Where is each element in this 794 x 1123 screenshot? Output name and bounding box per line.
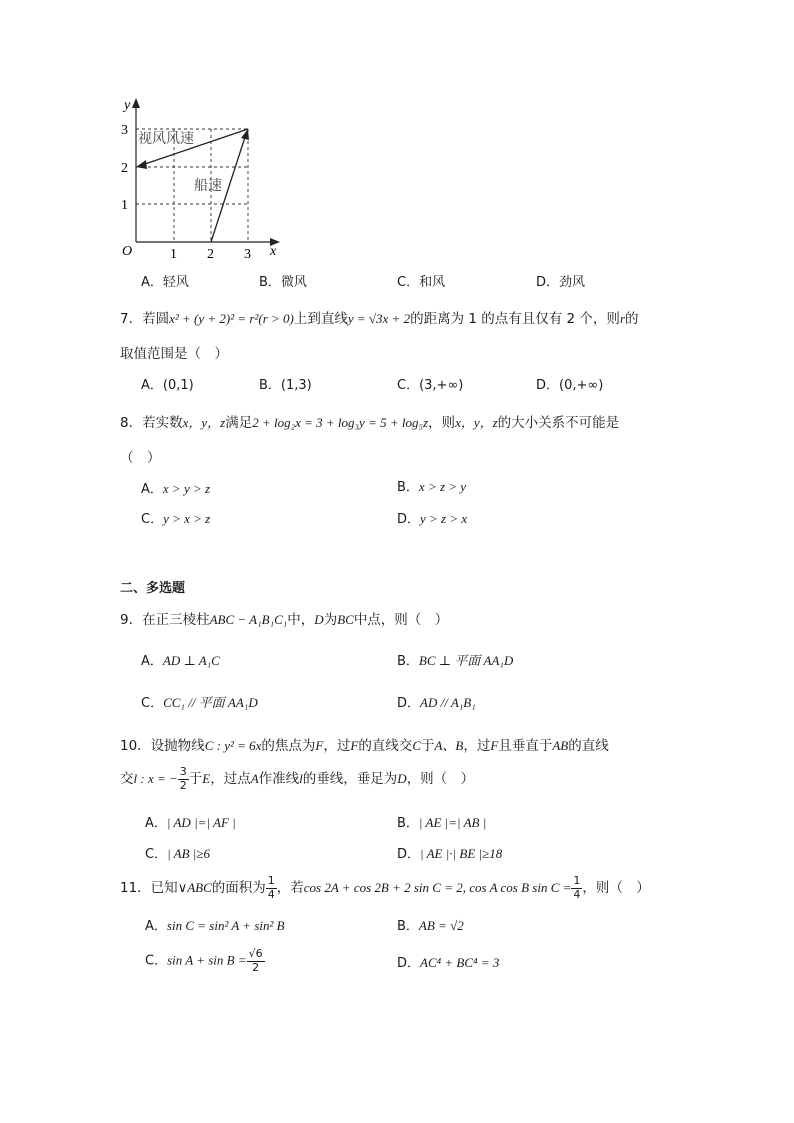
q11-option-d-text: AC⁴ + BC⁴ = 3 [420,955,500,970]
y-tick-3: 3 [121,123,128,138]
q8-stem [120,411,619,431]
q6-option-c: C．和风 [397,275,446,290]
q10-option-c [145,843,210,862]
q8-stem-1: 8．若实数 [120,415,183,431]
q8-option-a [141,478,210,497]
q10-option-a-text: | AD |=| AF | [166,815,236,830]
q11-cond-denominator: 4 [573,887,581,901]
q11-stem-4: ，则（ ） [582,880,650,897]
q11-stem-2: 的面积为 [211,880,266,897]
q10-point-e: E [202,771,211,787]
x-tick-2: 2 [207,247,214,260]
q11-option-d [397,952,499,971]
q10-focus-f-2: F [350,738,359,753]
q8-option-c [141,508,210,527]
apparent-wind-arrowhead [136,160,147,169]
x-tick-3: 3 [244,247,251,260]
q9-option-b-label: B． [397,654,419,669]
q7-line-equation: y = √3x + 2 [347,311,411,326]
q11-area-denominator: 4 [267,887,275,901]
q10-option-c-label: C． [145,847,168,862]
q10-option-b-label: B． [397,816,419,831]
q10-stem-line2 [120,766,474,792]
q11-condition-fraction [571,875,582,901]
q10-segment-ab: AB [552,738,569,753]
q7-var-r: r [619,311,625,326]
section-title-multiple-choice: 二、多选题 [120,581,186,596]
q11-option-c [145,948,265,974]
q9-prism: ABC − A₁B₁C₁ [209,612,288,627]
q10-stem-3: ，过 [323,738,351,754]
q7-stem-2: 上到直线 [293,311,348,327]
q10-stem-7: 且垂直于 [498,738,553,754]
q9-stem [120,608,448,628]
q10-stem-1: 10．设抛物线 [120,738,205,754]
q7-option-a: A．(0,1) [141,378,194,393]
q10-option-d-text: | AE |·| BE |≥18 [420,846,503,861]
q9-stem-4: 中点，则（ ） [353,612,449,628]
q11-area-fraction [266,875,277,901]
q10-line2-4: 作准线 [258,771,300,788]
q9-option-c [141,692,258,711]
q10-curve-c: C [412,738,421,753]
q10-stem-4: 的直线交 [358,738,413,754]
q8-option-a-label: A． [141,482,163,497]
q10-points-ab: A、B [434,738,464,753]
q8-option-d [397,508,467,527]
q7-stem [120,307,639,327]
y-tick-2: 2 [121,161,128,176]
q10-frac-denominator: 2 [179,778,187,792]
q10-stem-5: 于 [420,738,435,754]
q10-focus-f-3: F [490,738,499,753]
q10-line2-2: 于 [188,771,203,788]
q11-option-b [397,915,464,934]
q10-point-d: D [397,771,407,787]
q8-option-b-label: B． [397,480,419,495]
q8-option-b [397,476,466,495]
q10-option-a-label: A． [145,816,167,831]
ship-speed-label: 船速 [194,178,222,194]
q8-option-d-label: D． [397,512,421,527]
q11-option-c-text: sin A + sin B = [167,952,247,968]
q9-option-a-label: A． [141,654,163,669]
q11-option-d-label: D． [397,956,421,971]
q9-option-b [397,650,513,669]
q10-option-d-label: D． [397,847,421,862]
q9-option-d-text: AD // A₁B₁ [420,695,476,710]
q11-option-c-numerator: √6 [248,947,263,960]
q10-line2-1: 交 [120,771,134,788]
x-tick-1: 1 [170,247,177,260]
q11-option-c-denominator: 2 [252,960,260,974]
q10-stem-6: ，过 [463,738,491,754]
y-tick-1: 1 [121,198,128,213]
q10-option-b-text: | AE |=| AB | [418,815,487,830]
q9-option-c-label: C． [141,696,164,711]
q11-option-a-label: A． [145,919,167,934]
x-axis-label: x [270,244,277,259]
q8-option-c-text: y > x > z [163,511,211,526]
q7-option-d: D．(0,+∞) [536,378,604,393]
wind-vector-figure [110,92,290,260]
q9-option-a [141,650,220,669]
q8-stem-line2: （ ） [120,450,161,466]
q8-vars: x，y，z [182,415,226,430]
q9-option-c-text: CC₁ // 平面 AA₁D [163,695,258,710]
q10-stem-2: 的焦点为 [261,738,316,754]
q10-focus-f-1: F [315,738,324,753]
q6-option-d: D．劲风 [536,275,586,290]
q10-line-l: l [299,771,303,787]
q11-option-c-label: C． [145,953,168,969]
apparent-wind-label: 视风风速 [138,131,194,147]
q10-line2-5: 的垂线，垂足为 [302,771,398,788]
q9-stem-1: 9．在正三棱柱 [120,612,210,628]
q11-option-a-text: sin C = sin² A + sin² B [166,918,285,933]
q7-stem-line2: 取值范围是（ ） [120,346,228,362]
q8-stem-4: 的大小关系不可能是 [497,415,620,431]
q11-cond-numerator: 1 [573,874,581,887]
q7-option-b: B．(1,3) [259,378,312,393]
q9-option-d [397,692,476,711]
origin-label: O [122,244,133,259]
q10-directrix-fraction [178,766,189,792]
q11-condition: cos 2A + cos 2B + 2 sin C = 2, cos A cos B sin C = [303,880,572,896]
q9-stem-3: 为 [323,612,338,628]
q10-point-a: A [250,771,259,787]
q9-point-d: D [314,612,324,627]
q11-option-b-text: AB = √2 [418,918,464,933]
q6-option-a: A．轻风 [141,275,189,290]
q11-triangle: ∨ABC [177,880,212,896]
q8-option-b-text: x > z > y [418,479,467,494]
q10-stem [120,734,609,754]
q7-option-c: C．(3,+∞) [397,378,464,393]
q11-option-b-label: B． [397,919,419,934]
q7-stem-1: 7．若圆 [120,311,170,327]
q8-option-d-text: y > z > x [420,511,468,526]
q7-stem-3: 的距离为 1 的点有且仅有 2 个，则 [410,311,620,327]
q11-area-numerator: 1 [267,874,275,887]
q6-option-b: B．微风 [259,275,307,290]
q7-stem-4: 的 [625,311,639,327]
q8-condition: 2 + log₂x = 3 + log₃y = 5 + log₅z [252,415,429,430]
q10-option-b [397,812,486,831]
q7-circle-equation: x² + (y + 2)² = r²(r > 0) [169,311,294,326]
q10-directrix: l : x = − [133,771,178,787]
q10-parabola: C : y² = 6x [204,738,262,753]
q9-stem-2: 中， [287,612,315,628]
q10-option-c-text: | AB |≥6 [167,846,211,861]
q11-stem [120,875,650,901]
q8-vars-2: x，y，z [455,415,498,430]
y-axis-arrow [132,98,140,108]
q9-segment-bc: BC [337,612,354,627]
q11-option-c-fraction [247,948,265,974]
q8-stem-3: ，则 [428,415,456,431]
q10-line2-3: ，过点 [210,771,251,788]
q11-stem-1: 11．已知 [120,880,178,897]
q9-option-d-label: D． [397,696,421,711]
q11-option-a [145,915,285,934]
q10-stem-8: 的直线 [568,738,609,754]
q9-option-b-text: BC ⊥ 平面 AA₁D [418,653,514,668]
q8-option-a-text: x > y > z [162,481,211,496]
q10-frac-numerator: 3 [179,765,187,778]
q8-option-c-label: C． [141,512,164,527]
q10-option-a [145,812,236,831]
q11-stem-3: ，若 [276,880,304,897]
q10-line2-6: ，则（ ） [406,771,475,788]
q10-option-d [397,843,502,862]
q8-stem-2: 满足 [225,415,253,431]
q9-option-a-text: AD ⊥ A₁C [162,653,220,668]
y-axis-label: y [124,98,131,113]
